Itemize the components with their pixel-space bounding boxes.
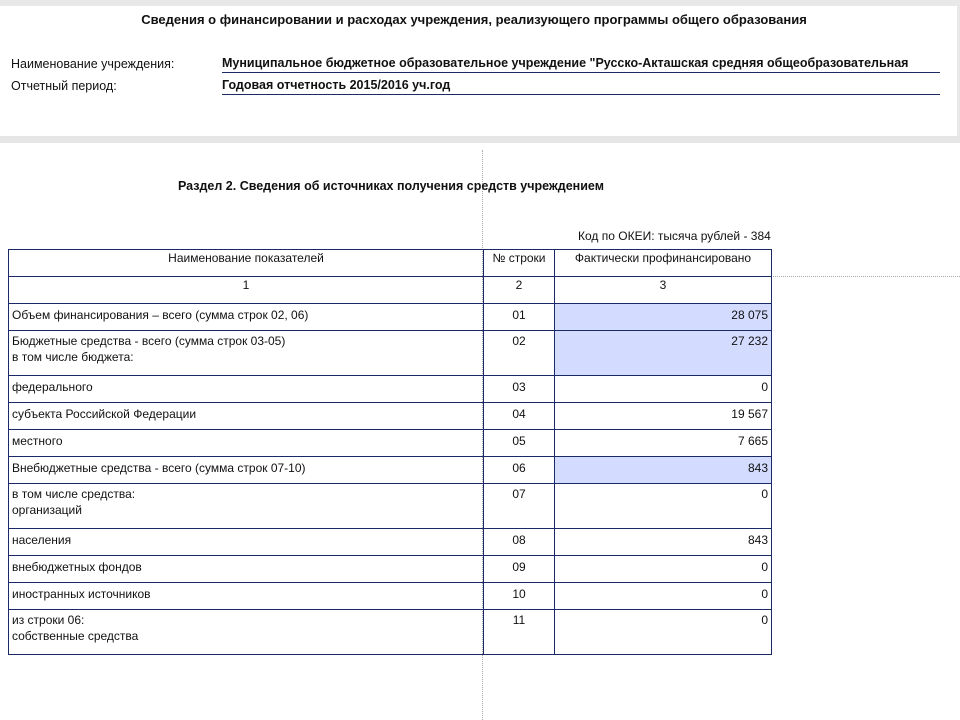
table-row [9,556,772,583]
period-label: Отчетный период: [11,79,117,93]
okei-code: Код по ОКЕИ: тысяча рублей - 384 [578,229,771,243]
column-number-2: 2 [484,277,555,304]
row-value-cell[interactable]: 0 [555,583,772,610]
row-code: 07 [484,484,555,529]
institution-value: Муниципальное бюджетное образовательное учреждение "Русско-Акташская средняя общеобразовательная [222,56,940,73]
row-value-cell[interactable]: 843 [555,457,772,484]
row-name: иностранных источников [9,583,484,610]
section-separator [0,136,960,143]
row-name: в том числе средства: организаций [9,484,484,529]
column-header-name: Наименование показателей [9,250,484,277]
table-row [9,457,772,484]
row-name: федерального [9,376,484,403]
top-strip [0,0,960,6]
row-name: населения [9,529,484,556]
row-name: Бюджетные средства - всего (сумма строк 03-05) в том числе бюджета: [9,331,484,376]
row-code: 10 [484,583,555,610]
row-code: 01 [484,304,555,331]
row-name: местного [9,430,484,457]
column-number-1: 1 [9,277,484,304]
table-row [9,610,772,655]
table-row [9,529,772,556]
row-value-cell[interactable]: 0 [555,556,772,583]
table-row [9,376,772,403]
row-value-cell[interactable]: 843 [555,529,772,556]
row-code: 09 [484,556,555,583]
row-name: Объем финансирования – всего (сумма строк 02, 06) [9,304,484,331]
table-row [9,430,772,457]
sources-table [8,249,772,655]
row-name: внебюджетных фондов [9,556,484,583]
table-row [9,304,772,331]
row-name: Внебюджетные средства - всего (сумма строк 07-10) [9,457,484,484]
row-code: 03 [484,376,555,403]
row-code: 06 [484,457,555,484]
row-value-cell[interactable]: 0 [555,376,772,403]
row-value-cell[interactable]: 0 [555,610,772,655]
section-title: Раздел 2. Сведения об источниках получения средств учреждением [178,179,604,193]
row-name: из строки 06: собственные средства [9,610,484,655]
institution-label: Наименование учреждения: [11,57,175,71]
row-value-cell[interactable]: 7 665 [555,430,772,457]
row-code: 11 [484,610,555,655]
table-row [9,583,772,610]
row-code: 02 [484,331,555,376]
row-code: 05 [484,430,555,457]
column-header-value: Фактически профинансировано [555,250,772,277]
row-value-cell[interactable]: 19 567 [555,403,772,430]
table-row [9,403,772,430]
document-title: Сведения о финансировании и расходах учреждения, реализующего программы общего образования [141,12,807,27]
table-column-numbers-row [9,277,772,304]
row-value-cell[interactable]: 0 [555,484,772,529]
table-header-row [9,250,772,277]
column-header-code: № строки [484,250,555,277]
row-name: субъекта Российской Федерации [9,403,484,430]
table-row [9,331,772,376]
row-value-cell[interactable]: 28 075 [555,304,772,331]
table-row [9,484,772,529]
row-code: 04 [484,403,555,430]
row-code: 08 [484,529,555,556]
row-value-cell[interactable]: 27 232 [555,331,772,376]
period-value: Годовая отчетность 2015/2016 уч.год [222,78,940,95]
column-number-3: 3 [555,277,772,304]
